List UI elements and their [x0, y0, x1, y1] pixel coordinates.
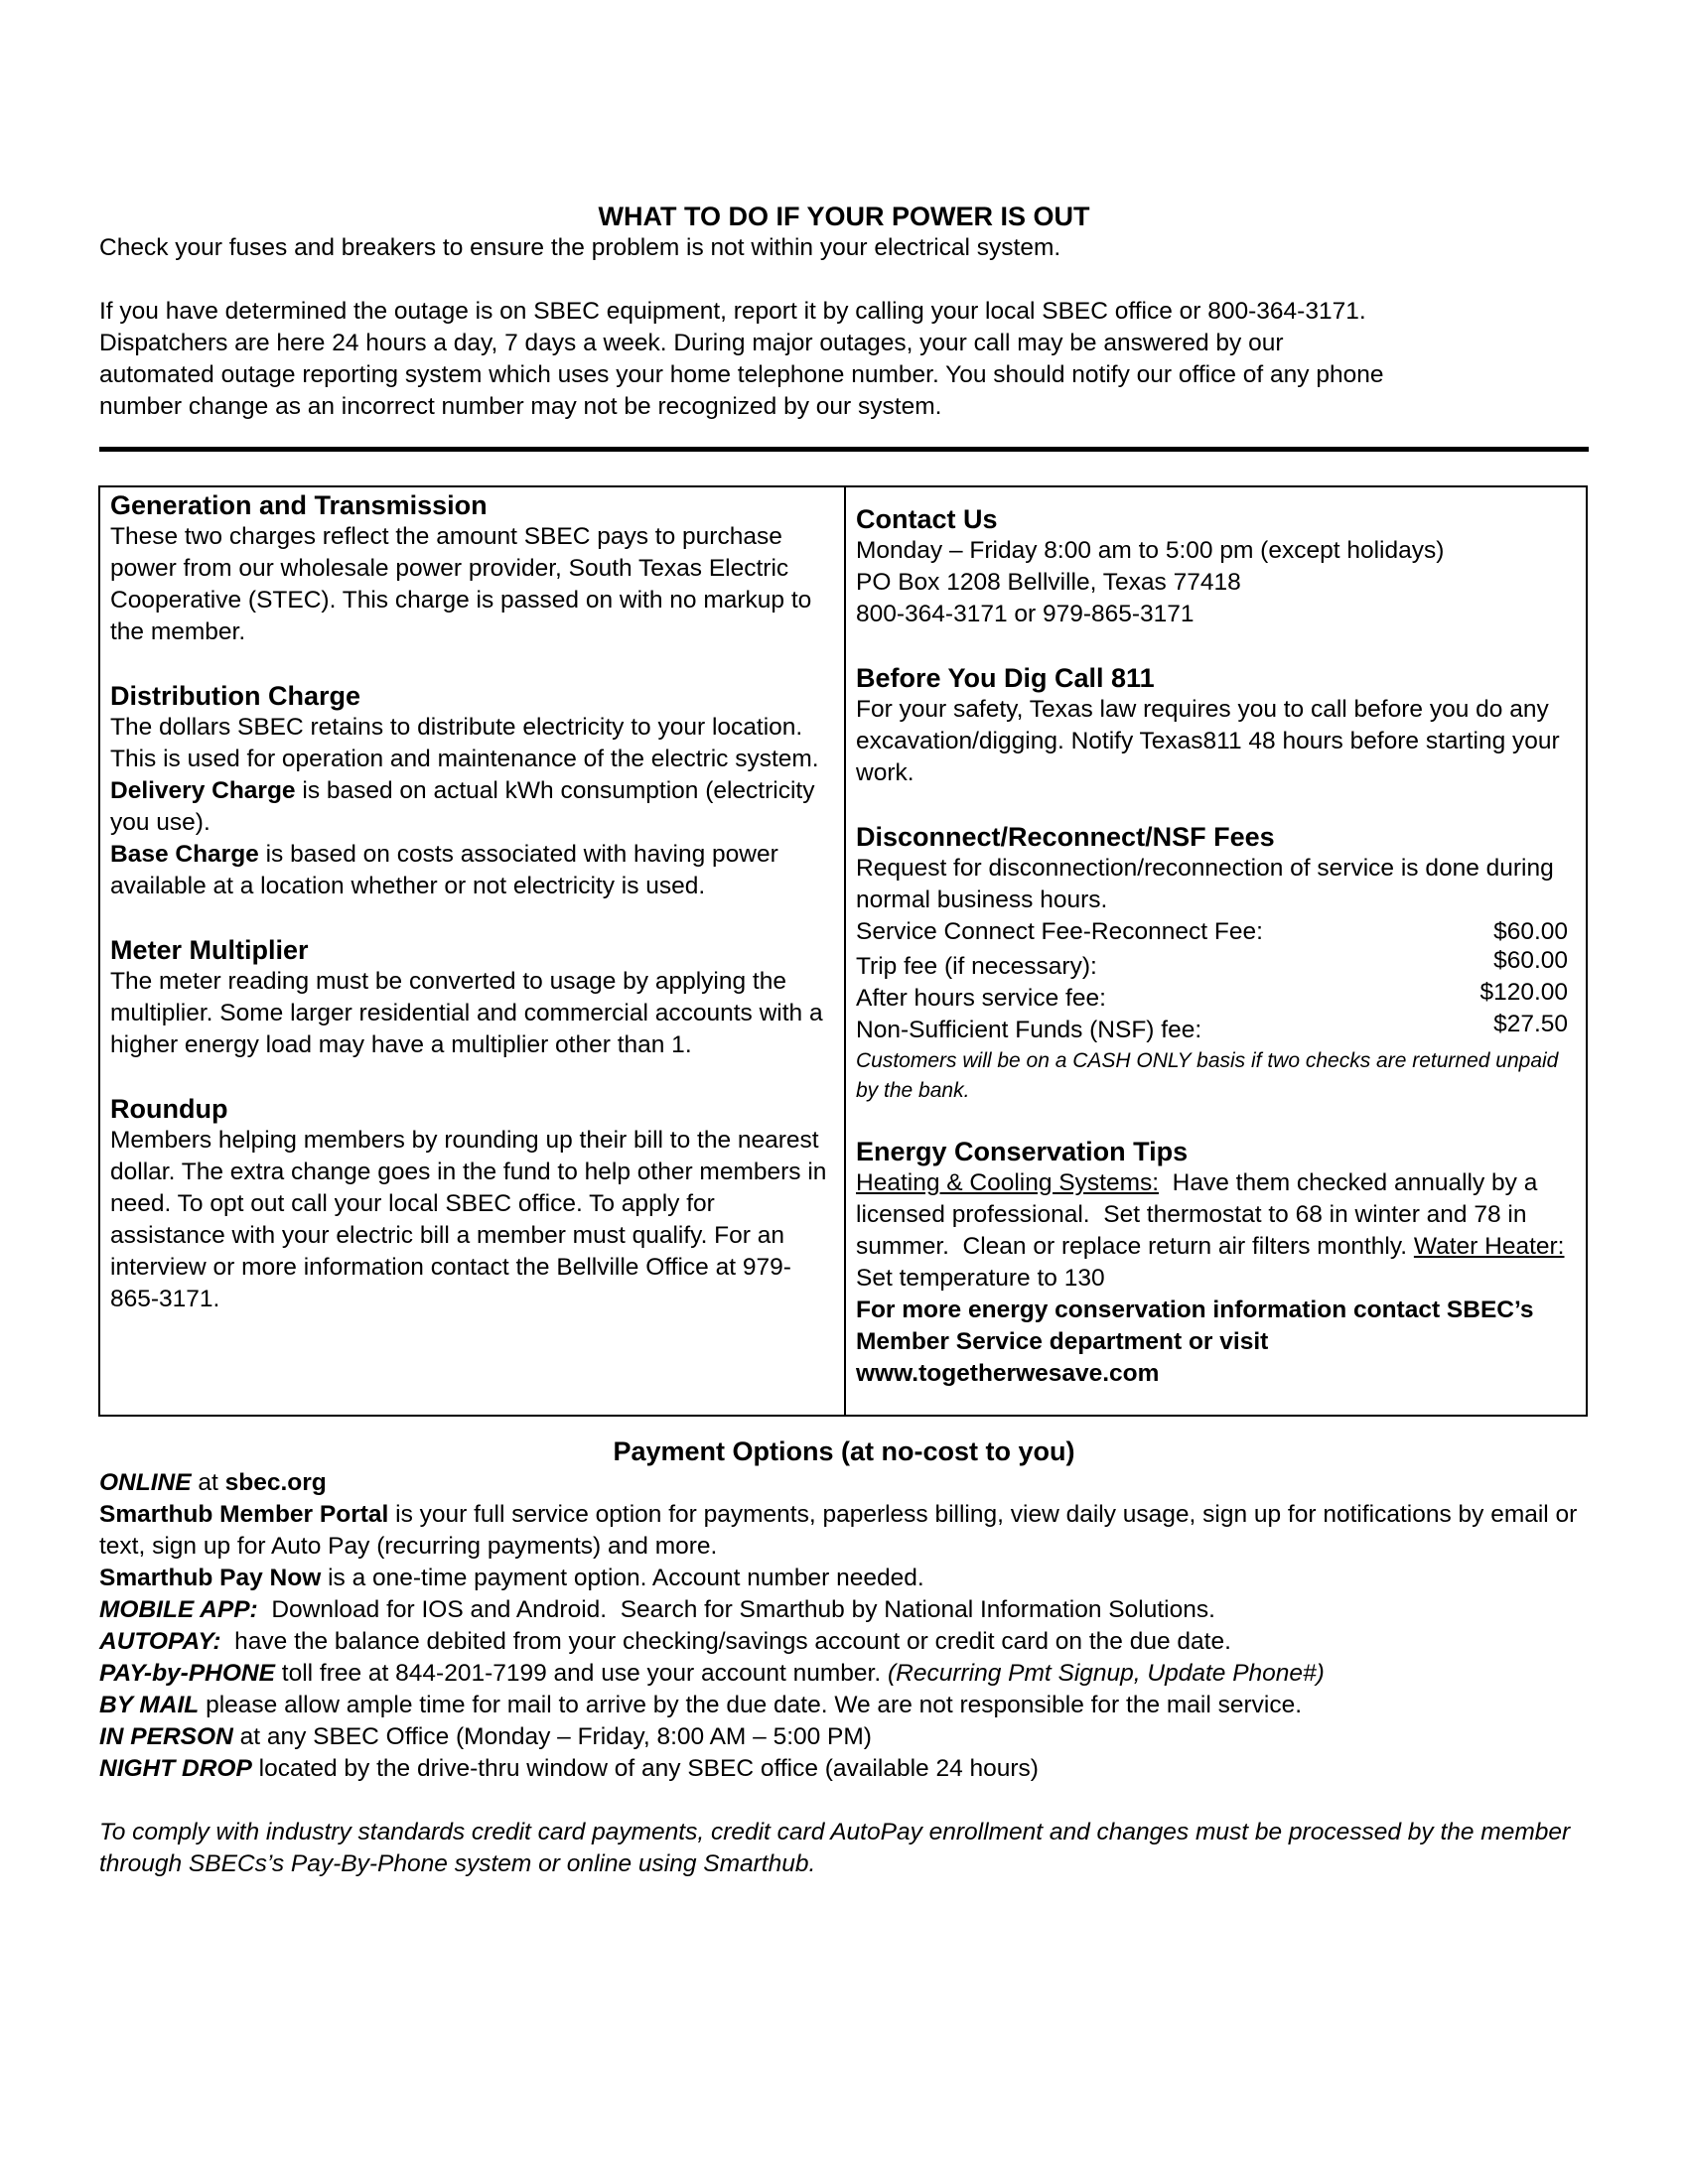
mobile-text: Download for IOS and Android. Search for Smarthub by National Information Solutions.	[257, 1596, 1215, 1623]
outage-title: WHAT TO DO IF YOUR POWER IS OUT	[598, 202, 1090, 231]
distribution-section	[110, 680, 834, 902]
water-heater-label: Water Heater:	[1413, 1233, 1565, 1260]
payment-title: Payment Options (at no-cost to you)	[613, 1436, 1075, 1466]
online-label: ONLINE	[99, 1469, 192, 1496]
online-site-link[interactable]: sbec.org	[224, 1469, 327, 1496]
paynow-label: Smarthub Pay Now	[99, 1565, 322, 1591]
fee-amount: $120.00	[1479, 979, 1568, 1006]
distribution-heading: Distribution Charge	[110, 681, 361, 711]
fee-amount: $60.00	[1493, 918, 1568, 945]
payment-paynow	[99, 1563, 1599, 1594]
compliance-note: To comply with industry standards credit card payments, credit card AutoPay enrollment and changes must be processed by the member through SBECs’s Pay-By-Phone system or online using Smarthub.	[99, 1819, 1571, 1877]
fee-row	[856, 947, 1576, 983]
outage-check-text	[99, 232, 1599, 264]
generation-section	[110, 489, 834, 648]
delivery-charge-desc: is based on actual kWh consumption (electricity you use).	[110, 777, 815, 836]
payment-online	[99, 1467, 1599, 1499]
outage-line: Dispatchers are here 24 hours a day, 7 days a week. During major outages, your call may be answered by our	[99, 330, 1284, 356]
distribution-body: The dollars SBEC retains to distribute electricity to your location. This is used for operation and maintenance of the electric system.	[110, 714, 819, 772]
energy-section	[856, 1136, 1576, 1390]
generation-body: These two charges reflect the amount SBEC pays to purchase power from our wholesale power provider, South Texas Electric Cooperative (STEC). This charge is passed on with no markup to the member.	[110, 523, 812, 645]
portal-text: is your full service option for payments, paperless billing, view daily usage, sign up for notifications by email or text, sign up for Auto Pay (recurring payments) and more.	[99, 1501, 1578, 1560]
contact-heading: Contact Us	[856, 504, 998, 534]
fee-row	[856, 1011, 1576, 1046]
outage-line: number change as an incorrect number may not be recognized by our system.	[99, 393, 942, 420]
info-table	[98, 485, 1588, 1417]
fee-row	[856, 916, 1576, 948]
contact-section	[856, 503, 1576, 630]
payment-phone	[99, 1658, 1599, 1690]
mobile-label: MOBILE APP:	[99, 1596, 258, 1623]
contact-phones: 800-364-3171 or 979-865-3171	[856, 601, 1195, 627]
outage-report-text	[99, 296, 1599, 423]
mail-text: please allow ample time for mail to arrive by the due date. We are not responsible for the mail service.	[199, 1692, 1303, 1718]
autopay-text: have the balance debited from your checking/savings account or credit card on the due date.	[220, 1628, 1231, 1655]
night-drop-text: located by the drive-thru window of any SBEC office (available 24 hours)	[251, 1755, 1039, 1782]
energy-more-info: For more energy conservation information contact SBEC’s Member Service department or visit www.togetherwesave.com	[856, 1297, 1534, 1387]
cash-only-note: Customers will be on a CASH ONLY basis if two checks are returned unpaid by the bank.	[856, 1049, 1559, 1102]
info-left-column	[100, 487, 846, 1415]
meter-section	[110, 934, 834, 1061]
roundup-heading: Roundup	[110, 1094, 228, 1124]
outage-para-1: Check your fuses and breakers to ensure the problem is not within your electrical system.	[99, 234, 1061, 261]
dig-section	[856, 662, 1576, 789]
generation-heading: Generation and Transmission	[110, 490, 488, 520]
payment-mobile	[99, 1594, 1599, 1626]
roundup-body: Members helping members by rounding up their bill to the nearest dollar. The extra change goes in the fund to help other members in need. To opt out call your local SBEC office. To apply for assistance with your electric bill a member must qualify. For an interview or more information contact the Bellville Office at 979-865-3171.	[110, 1127, 827, 1312]
autopay-label: AUTOPAY:	[99, 1628, 221, 1655]
outage-line: If you have determined the outage is on SBEC equipment, report it by calling your local SBEC office or 800-364-3171.	[99, 298, 1366, 325]
fees-body: Request for disconnection/reconnection of service is done during normal business hours.	[856, 855, 1554, 913]
roundup-section	[110, 1093, 834, 1315]
payment-portal	[99, 1499, 1599, 1563]
base-charge-desc: is based on costs associated with having power available at a location whether or not electricity is used.	[110, 841, 778, 899]
phone-note: (Recurring Pmt Signup, Update Phone#)	[887, 1660, 1325, 1687]
phone-label: PAY-by-PHONE	[99, 1660, 275, 1687]
dig-heading: Before You Dig Call 811	[856, 663, 1155, 693]
energy-tips	[856, 1167, 1576, 1295]
fee-label: Non-Sufficient Funds (NSF) fee:	[856, 1017, 1202, 1043]
in-person-text: at any SBEC Office (Monday – Friday, 8:00 AM – 5:00 PM)	[232, 1723, 872, 1750]
water-heater-text: Set temperature to 130	[856, 1265, 1105, 1292]
meter-body: The meter reading must be converted to usage by applying the multiplier. Some larger residential and commercial accounts with a higher energy load may have a multiplier other than 1.	[110, 968, 823, 1058]
fees-section	[856, 821, 1576, 1106]
payment-in-person	[99, 1721, 1599, 1753]
energy-heading: Energy Conservation Tips	[856, 1137, 1189, 1166]
section-divider	[99, 447, 1589, 452]
heating-cooling-text: Have them checked annually by a licensed professional. Set thermostat to 68 in winter and 78 in summer. Clean or replace return air filters monthly.	[856, 1169, 1545, 1260]
fees-heading: Disconnect/Reconnect/NSF Fees	[856, 822, 1275, 852]
fee-amount: $60.00	[1493, 947, 1568, 974]
contact-address: PO Box 1208 Bellville, Texas 77418	[856, 569, 1241, 596]
night-drop-label: NIGHT DROP	[99, 1755, 252, 1782]
fee-amount: $27.50	[1493, 1011, 1568, 1037]
delivery-charge-text	[110, 775, 834, 839]
fee-row	[856, 979, 1576, 1015]
payment-mail	[99, 1690, 1599, 1721]
base-charge-text	[110, 839, 834, 902]
in-person-label: IN PERSON	[99, 1723, 233, 1750]
payment-night-drop	[99, 1753, 1599, 1785]
meter-heading: Meter Multiplier	[110, 935, 309, 965]
payment-autopay	[99, 1626, 1599, 1658]
phone-text: toll free at 844-201-7199 and use your account number.	[274, 1660, 888, 1687]
fee-label: After hours service fee:	[856, 985, 1106, 1012]
info-right-column	[846, 487, 1586, 1415]
fee-label: Trip fee (if necessary):	[856, 953, 1097, 980]
outage-line: automated outage reporting system which uses your home telephone number. You should notify our office of any phone	[99, 361, 1384, 388]
mail-label: BY MAIL	[99, 1692, 200, 1718]
paynow-text: is a one-time payment option. Account number needed.	[321, 1565, 924, 1591]
base-charge-label: Base Charge	[110, 841, 259, 868]
delivery-charge-label: Delivery Charge	[110, 777, 296, 804]
heating-cooling-label: Heating & Cooling Systems:	[856, 1169, 1160, 1196]
fee-label: Service Connect Fee-Reconnect Fee:	[856, 918, 1263, 945]
portal-label: Smarthub Member Portal	[99, 1501, 389, 1528]
online-text: at	[191, 1469, 225, 1496]
payment-options	[99, 1467, 1599, 1785]
dig-body: For your safety, Texas law requires you to call before you do any excavation/digging. Notify Texas811 48 hours before starting your work.	[856, 696, 1560, 786]
contact-hours: Monday – Friday 8:00 am to 5:00 pm (except holidays)	[856, 537, 1445, 564]
